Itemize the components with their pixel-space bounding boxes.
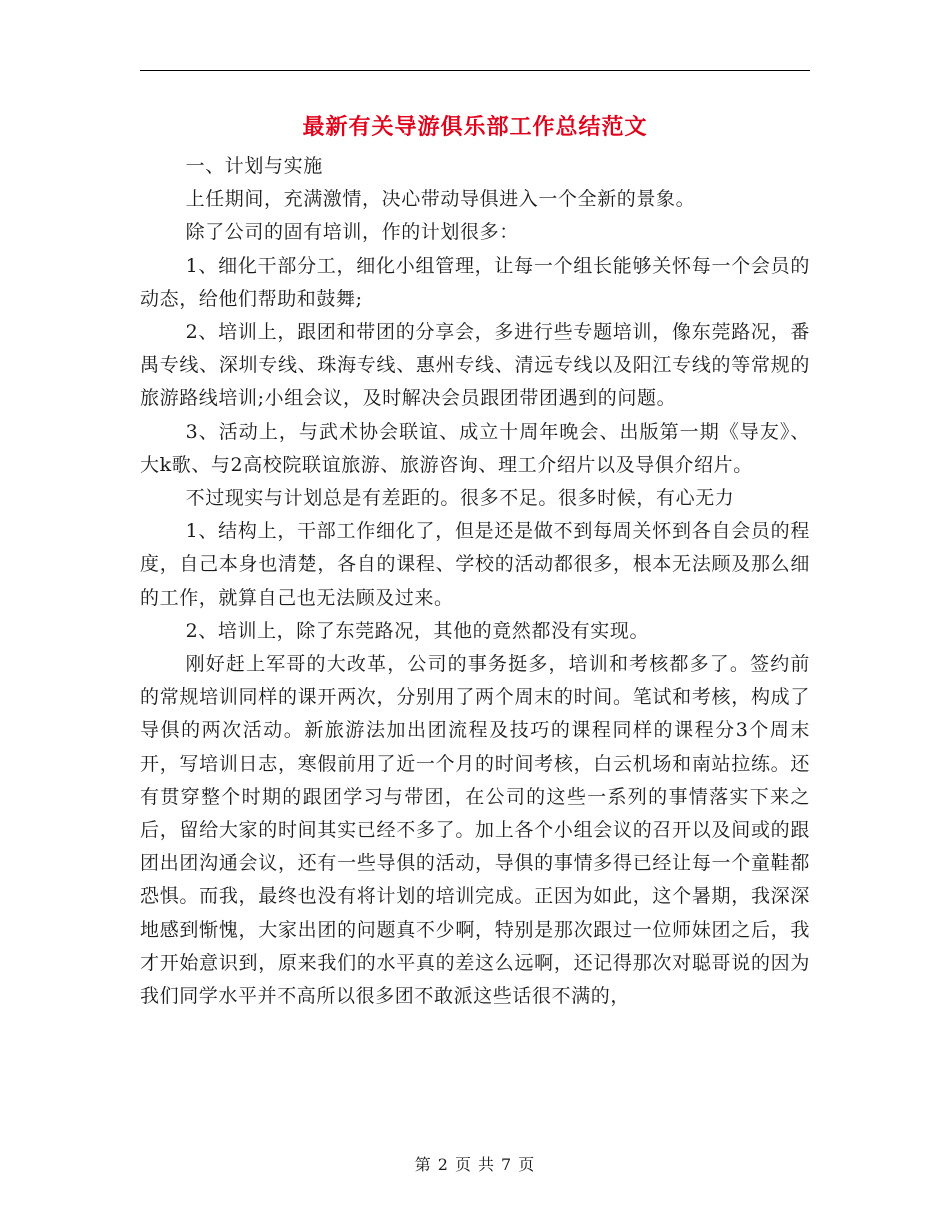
paragraph: 3、活动上，与武术协会联谊、成立十周年晚会、出版第一期《导友》、大k歌、与2高校院联谊旅游、旅游咨询、理工介绍片以及导俱介绍片。 <box>140 420 810 476</box>
paragraph: 不过现实与计划总是有差距的。很多不足。很多时候，有心无力 <box>185 487 735 510</box>
paragraph: 2、培训上，跟团和带团的分享会，多进行些专题培训，像东莞路况，番禺专线、深圳专线、珠海专线、惠州专线、清远专线以及阳江专线的等常规的旅游路线培训;小组会议，及时解决会员跟团带团遇到的问题。 <box>140 321 810 410</box>
paragraph: 1、结构上，干部工作细化了，但是还是做不到每周关怀到各自会员的程度，自己本身也清楚，各自的课程、学校的活动都很多，根本无法顾及那么细的工作，就算自己也无法顾及过来。 <box>140 520 810 609</box>
footer-prefix: 第 <box>414 1155 432 1174</box>
paragraph: 上任期间，充满激情，决心带动导俱进入一个全新的景象。 <box>185 188 696 211</box>
footer-suffix: 页 <box>518 1155 536 1174</box>
document-body <box>140 150 810 1013</box>
section-heading: 一、计划与实施 <box>185 155 323 177</box>
paragraph: 1、细化干部分工，细化小组管理，让每一个组长能够关怀每一个会员的动态，给他们帮助和鼓舞; <box>140 254 810 310</box>
header-rule <box>140 70 810 71</box>
paragraph: 2、培训上，除了东莞路况，其他的竟然都没有实现。 <box>185 619 650 642</box>
document-title: 最新有关导游俱乐部工作总结范文 <box>302 114 648 140</box>
page-footer <box>0 1152 950 1175</box>
current-page-number: 2 <box>437 1155 449 1174</box>
paragraph: 刚好赶上军哥的大改革，公司的事务挺多，培训和考核都多了。签约前的常规培训同样的课开两次，分别用了两个周末的时间。笔试和考核，构成了导俱的两次活动。新旅游法加出团流程及技巧的课程同样的课程分3个周末开，写培训日志，寒假前用了近一个月的时间考核，白云机场和南站拉练。还有贯穿整个时期的跟团学习与带团，在公司的这些一系列的事情落实下来之后，留给大家的时间其实已经不多了。加上各个小组会议的召开以及间或的跟团出团沟通会议，还有一些导俱的活动，导俱的事情多得已经让每一个童鞋都恐惧。而我，最终也没有将计划的培训完成。正因为如此，这个暑期，我深深地感到惭愧，大家出团的问题真不少啊，特别是那次跟过一位师妹团之后，我才开始意识到，原来我们的水平真的差这么远啊，还记得那次对聪哥说的因为我们同学水平并不高所以很多团不敢派这些话很不满的， <box>140 653 810 1008</box>
paragraph: 除了公司的固有培训，作的计划很多： <box>185 221 519 244</box>
total-pages-number: 7 <box>501 1155 513 1174</box>
footer-middle: 页 共 <box>454 1155 496 1174</box>
